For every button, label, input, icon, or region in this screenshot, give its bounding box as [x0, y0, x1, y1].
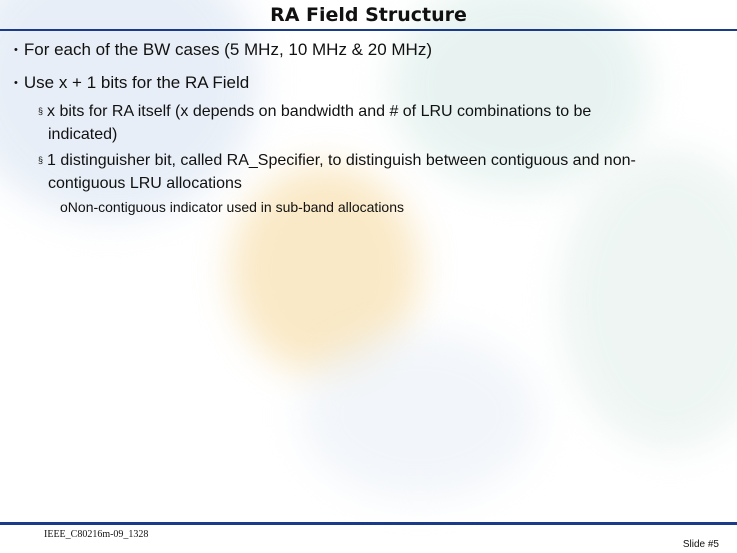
sub-sub-bullet-item	[60, 199, 404, 215]
sub-bullet-item	[38, 101, 698, 145]
title-divider	[0, 29, 737, 31]
bullet-icon: •	[14, 77, 18, 89]
bullet-item	[14, 73, 249, 93]
sub-bullet-text: 1 distinguisher bit, called RA_Specifier, to distinguish between contiguous and non-	[47, 152, 636, 169]
sub-bullet-item	[38, 150, 698, 194]
background-shape	[560, 150, 737, 450]
sub-bullet-icon: §	[38, 106, 44, 116]
bullet-text: For each of the BW cases (5 MHz, 10 MHz & 20 MHz)	[23, 40, 432, 59]
bullet-icon: •	[14, 44, 18, 56]
sub-bullet-text-continued: contiguous LRU allocations	[48, 175, 242, 192]
bullet-text: Use x + 1 bits for the RA Field	[23, 73, 250, 92]
sub-sub-bullet-text: Non-contiguous indicator used in sub-band allocations	[67, 199, 405, 215]
bullet-item	[14, 40, 432, 60]
document-id: IEEE_C80216m-09_1328	[44, 529, 149, 540]
sub-bullet-text: x bits for RA itself (x depends on bandwidth and # of LRU combinations to be	[47, 103, 592, 120]
footer-divider	[0, 522, 737, 525]
slide-number: Slide #5	[682, 539, 719, 550]
sub-bullet-icon: §	[38, 155, 44, 165]
sub-sub-bullet-icon: o	[60, 199, 68, 215]
background-shape	[300, 330, 540, 500]
slide-title: RA Field Structure	[270, 4, 467, 26]
sub-bullet-text-continued: indicated)	[48, 126, 118, 143]
